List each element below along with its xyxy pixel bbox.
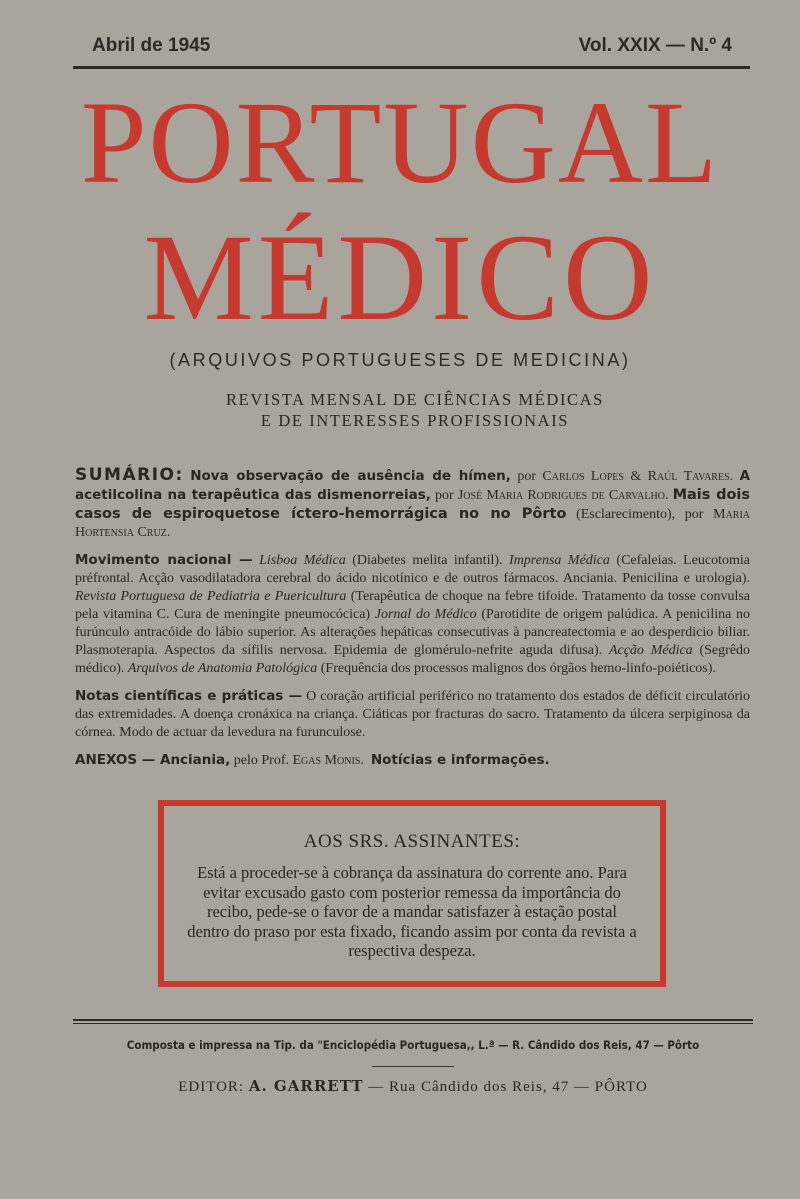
journal-name: Lisboa Médica bbox=[259, 553, 346, 568]
section-label: Notas científicas e práticas — bbox=[75, 688, 303, 704]
summary-label: SUMÁRIO: bbox=[75, 465, 184, 485]
subtitle: (ARQUIVOS PORTUGUESES DE MEDICINA) bbox=[169, 350, 631, 370]
journal-topics: (Cefaleias. Leucotomia préfrontal. Acção vasodilatadora cerebral do ácido nicotínico e de outros fármacos. Anciania. Penicilina e urologia). bbox=[75, 553, 751, 586]
movimento-section bbox=[75, 551, 750, 678]
tagline-2: E DE INTERESSES PROFISSIONAIS bbox=[260, 411, 570, 430]
section-text: O coração artificial periférico no tratamento dos estados de déficit circulatório das extremidades. A doença cronáxica na criança. Ciáticas por fracturas do sacro. Tratamento da úlcera serpiginosa da córnea. Modo de actuar da levedura na furunculose. bbox=[75, 689, 750, 740]
author: Carlos Lopes & Raúl Tavares. bbox=[542, 469, 734, 484]
divider bbox=[73, 1023, 753, 1024]
journal-name: Jornal do Médico bbox=[374, 607, 477, 622]
issue-header bbox=[92, 35, 732, 57]
summary-section bbox=[75, 466, 750, 542]
byline: por bbox=[517, 469, 536, 484]
author: Egas Monis. bbox=[292, 753, 364, 768]
article-title: A acetilcolina na terapêutica das dismenorreias, bbox=[75, 468, 751, 503]
issue-date: Abril de 1945 bbox=[92, 35, 211, 56]
issue-volume: Vol. XXIX — N.º 4 bbox=[578, 35, 732, 56]
journal-name: Arquivos de Anatomia Patológica bbox=[127, 661, 318, 676]
editor-info bbox=[13, 1077, 800, 1096]
journal-name: Acção Médica bbox=[608, 643, 693, 658]
editor-name: A. GARRETT bbox=[248, 1076, 364, 1095]
byline: (Esclarecimento), por bbox=[576, 507, 704, 522]
byline: por bbox=[435, 488, 454, 503]
printer-info: Composta e impressa na Tip. da "Enciclopédia Portuguesa,, L.ª — R. Cândido dos Reis, 47 — Pôrto bbox=[126, 1037, 700, 1052]
subscriber-notice-box bbox=[158, 800, 666, 987]
journal-topics: (Terapêutica de choque na febre tifoide. Tratamento da tosse convulsa pela vitamina C. Cura de meningite pneumocócica) bbox=[75, 589, 750, 622]
notas-section bbox=[75, 687, 750, 742]
news-label: Notícias e informações. bbox=[370, 752, 550, 768]
notice-title: AOS SRS. ASSINANTES: bbox=[303, 831, 521, 852]
editor-label: EDITOR: bbox=[178, 1078, 245, 1095]
byline: pelo Prof. bbox=[233, 753, 289, 768]
journal-topics: (Segrêdo médico). bbox=[75, 643, 751, 676]
author: Maria Hortensia Cruz. bbox=[75, 507, 751, 540]
divider bbox=[73, 66, 750, 69]
contents-column bbox=[75, 466, 750, 1096]
masthead-line1: PORTUGAL bbox=[80, 77, 720, 208]
journal-name: Imprensa Médica bbox=[509, 553, 610, 568]
tagline-1: REVISTA MENSAL DE CIÊNCIAS MÉDICAS bbox=[226, 390, 604, 409]
journal-topics: (Parotidite de origem palúdica. A penicilina no furúnculo antracóide do lábio superior. As alterações hepáticas consecutivas à pancreatectomia e ao desperdicio biliar. Plasmoterapia. Aspectos da sífilis nervosa. Epidemia de glomérulo-nefrite aguda difusa). bbox=[75, 607, 750, 658]
masthead-line2: MÉDICO bbox=[143, 209, 657, 346]
section-label: Movimento nacional — bbox=[75, 552, 253, 568]
divider bbox=[73, 1019, 753, 1021]
journal-topics: (Frequência dos processos malignos dos órgãos hemo-linfo-poiéticos). bbox=[320, 661, 716, 676]
divider bbox=[372, 1066, 454, 1067]
article-title: Mais dois casos de espiroquetose íctero-hemorrágica no no Pôrto bbox=[75, 487, 751, 522]
journal-topics: (Diabetes melita infantil). bbox=[352, 553, 503, 568]
article-title: Nova observação de ausência de hímen, bbox=[190, 468, 511, 484]
notice-text: Está a proceder-se à cobrança da assinatura do corrente ano. Para evitar excusado gasto com posterior remessa da importância do recibo, pede-se o favor de a mandar satisfazer à estação postal dentro do praso por esta fixado, ficando assim por conta da revista a respectiva despeza. bbox=[187, 863, 637, 960]
footer bbox=[73, 1019, 753, 1096]
author: José Maria Rodrigues de Carvalho. bbox=[457, 488, 669, 503]
anexos-section bbox=[75, 751, 750, 770]
section-label: ANEXOS — Anciania, bbox=[75, 752, 231, 768]
editor-address: — Rua Cândido dos Reis, 47 — PÔRTO bbox=[368, 1078, 648, 1095]
journal-name: Revista Portuguesa de Pediatria e Puericultura bbox=[75, 589, 347, 604]
